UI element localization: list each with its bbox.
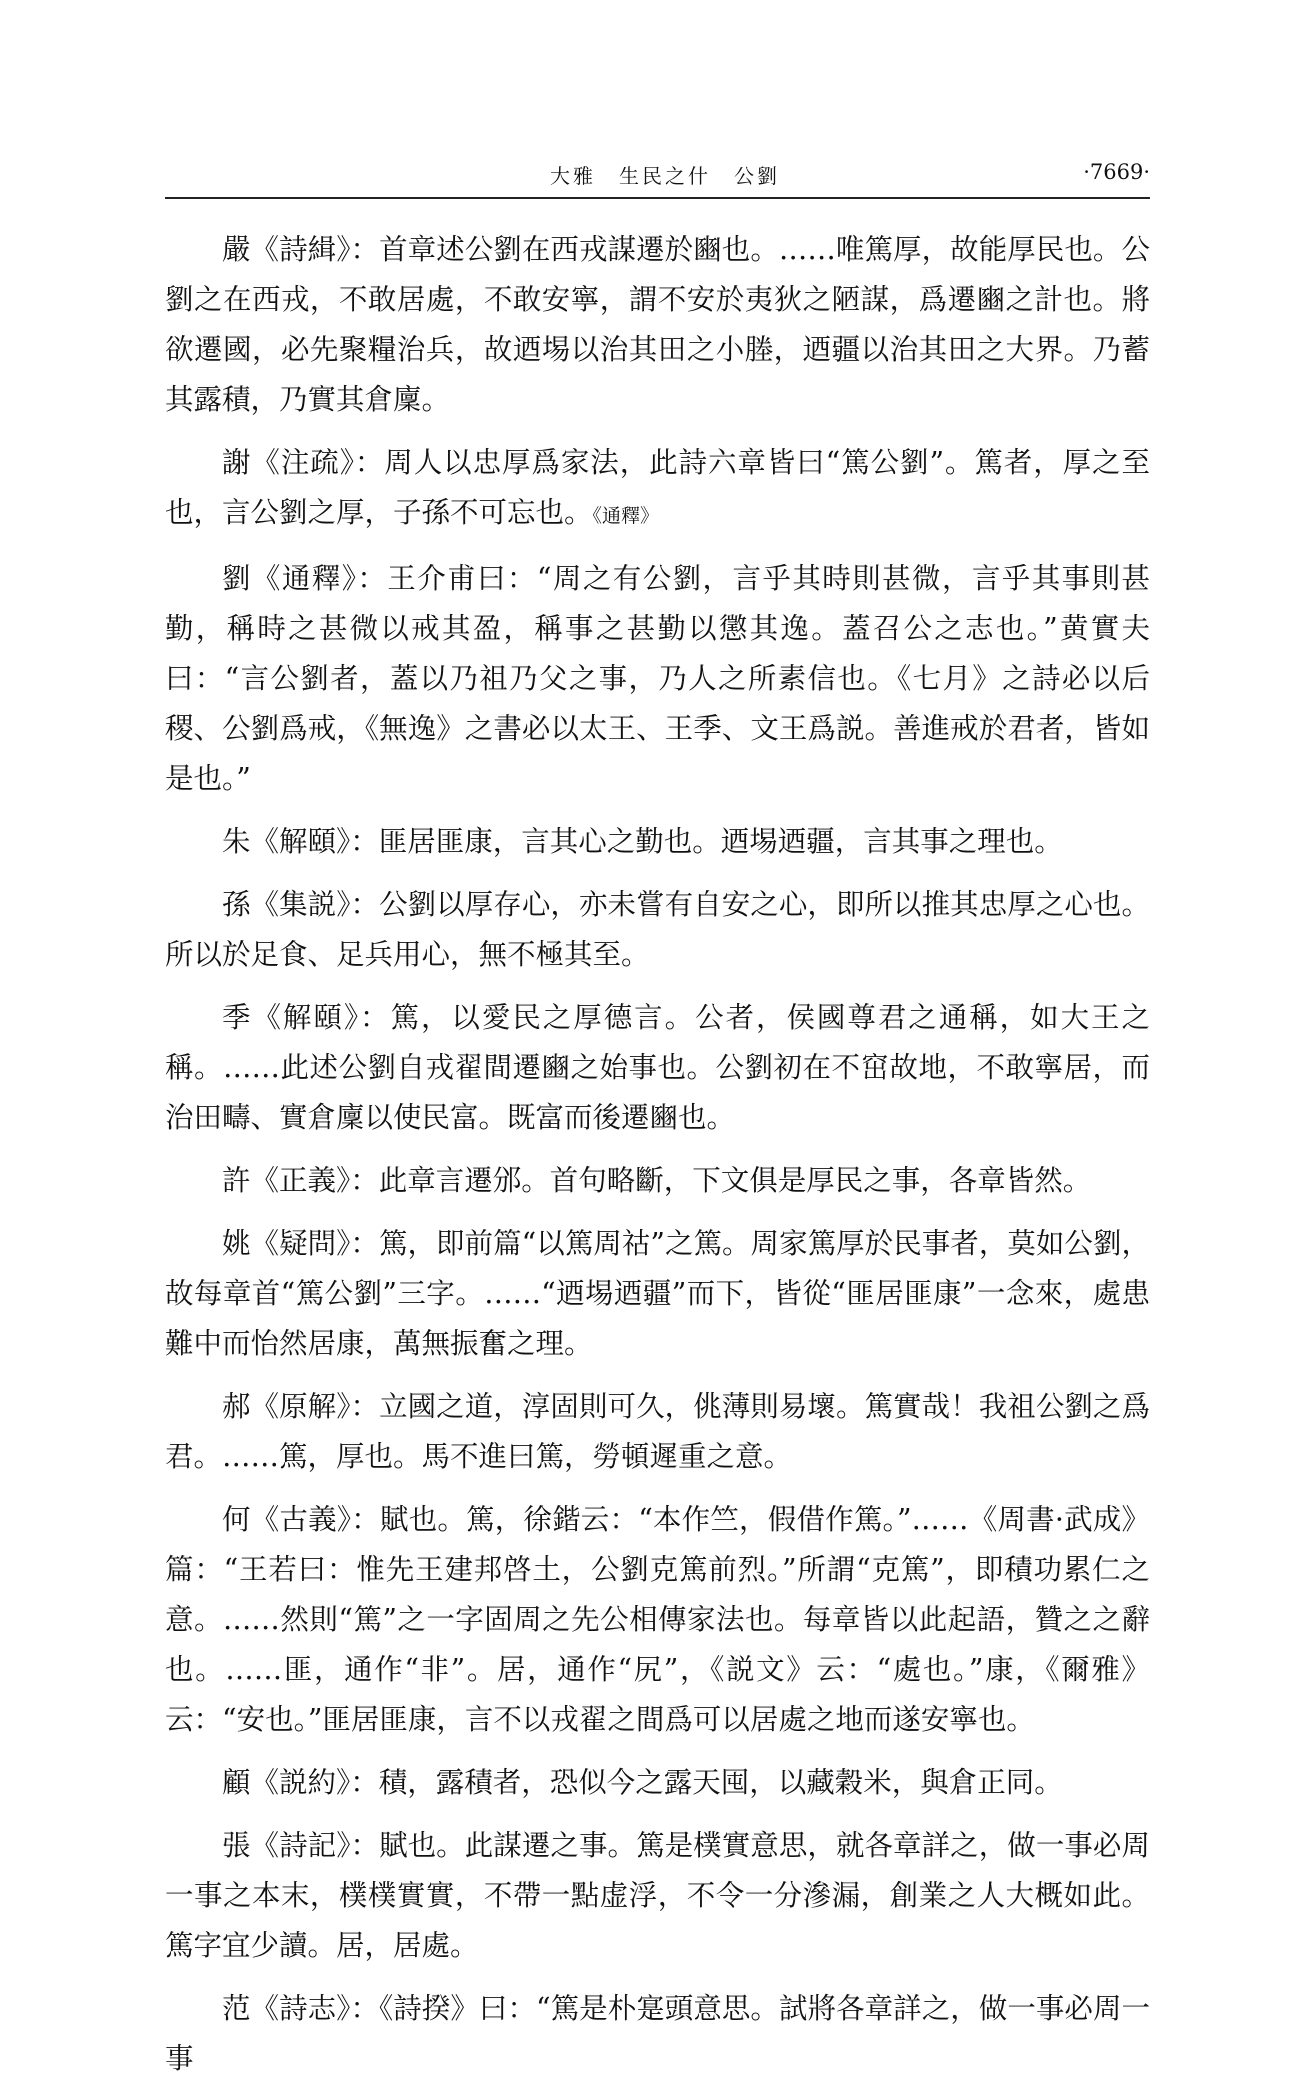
- paragraph-text: 嚴《詩緝》：首章述公劉在西戎謀遷於豳也。……唯篤厚，故能厚民也。公劉之在西戎，不敢居處，不敢安寧，謂不安於夷狄之陋謀，爲遷豳之計也。將欲遷國，必先聚糧治兵，故迺埸以治其田之小塍，迺疆以治其田之大界。乃蓄其露積，乃實其倉廩。: [165, 233, 1150, 416]
- commentary-paragraph: [165, 817, 1150, 867]
- commentary-paragraph: [165, 1219, 1150, 1369]
- paragraph-text: 季《解頤》：篤，以愛民之厚德言。公者，侯國尊君之通稱，如大王之稱。……此述公劉自戎翟間遷豳之始事也。公劉初在不窋故地，不敢寧居，而治田疇、實倉廩以使民富。既富而後遷豳也。: [165, 1001, 1150, 1134]
- header-rule: [165, 197, 1150, 199]
- page-number: ·7669·: [1083, 160, 1150, 184]
- paragraph-text: 顧《説約》：積，露積者，恐似今之露天囤，以藏穀米，與倉正同。: [222, 1766, 1063, 1799]
- paragraph-text: 許《正義》：此章言遷邠。首句略斷，下文俱是厚民之事，各章皆然。: [222, 1164, 1092, 1197]
- paragraph-text: 范《詩志》：《詩揆》曰：“篤是朴寔頭意思。試將各章詳之，做一事必周一事: [165, 1992, 1150, 2075]
- commentary-paragraph: [165, 1382, 1150, 1482]
- commentary-paragraph: [165, 993, 1150, 1143]
- paragraph-text: 郝《原解》：立國之道，淳固則可久，佻薄則易壞。篤實哉！我祖公劉之爲君。……篤，厚也。馬不進曰篤，勞頓遲重之意。: [165, 1390, 1150, 1473]
- commentary-paragraph: [165, 1821, 1150, 1971]
- paragraph-text: 何《古義》：賦也。篤，徐鍇云：“本作竺，假借作篤。”……《周書·武成》篇：“王若曰：惟先王建邦啓土，公劉克篤前烈。”所謂“克篤”，即積功累仁之意。……然則“篤”之一字固周之先公相傳家法也。每章皆以此起語，贊之之辭也。……匪，通作“非”。居，通作“尻”，《説文》云：“處也。”康，《爾雅》云：“安也。”匪居匪康，言不以戎翟之間爲可以居處之地而遂安寧也。: [165, 1503, 1150, 1736]
- paragraph-text: 張《詩記》：賦也。此謀遷之事。篤是樸實意思，就各章詳之，做一事必周一事之本末，樸樸實實，不帶一點虚浮，不令一分滲漏，創業之人大概如此。篤字宜少讀。居，居處。: [165, 1829, 1150, 1962]
- paragraph-text: 劉《通釋》：王介甫曰：“周之有公劉，言乎其時則甚微，言乎其事則甚勤，稱時之甚微以戒其盈，稱事之甚勤以懲其逸。蓋召公之志也。”黄實夫曰：“言公劉者，蓋以乃祖乃父之事，乃人之所素信也。《七月》之詩必以后稷、公劉爲戒，《無逸》之書必以太王、王季、文王爲説。善進戒於君者，皆如是也。”: [165, 562, 1150, 795]
- commentary-paragraph: [165, 438, 1150, 541]
- commentary-paragraph: [165, 1495, 1150, 1745]
- source-note: 《通釋》: [592, 505, 660, 527]
- commentary-paragraph: [165, 1156, 1150, 1206]
- commentary-paragraph: [165, 225, 1150, 425]
- commentary-paragraph: [165, 880, 1150, 980]
- commentary-paragraph: [165, 1984, 1150, 2084]
- body-text: [165, 225, 1150, 2097]
- paragraph-text: 謝《注疏》：周人以忠厚爲家法，此詩六章皆曰“篤公劉”。篤者，厚之至也，言公劉之厚，子孫不可忘也。: [165, 446, 1150, 529]
- running-title: 大雅 生民之什 公劉: [550, 164, 780, 188]
- paragraph-text: 姚《疑問》：篤，即前篇“以篤周祜”之篤。周家篤厚於民事者，莫如公劉，故每章首“篤公劉”三字。……“迺埸迺疆”而下，皆從“匪居匪康”一念來，處患難中而怡然居康，萬無振奮之理。: [165, 1227, 1150, 1360]
- commentary-paragraph: [165, 1758, 1150, 1808]
- paragraph-text: 孫《集説》：公劉以厚存心，亦未嘗有自安之心，即所以推其忠厚之心也。所以於足食、足兵用心，無不極其至。: [165, 888, 1150, 971]
- page-header: [165, 160, 1150, 190]
- commentary-paragraph: [165, 554, 1150, 804]
- paragraph-text: 朱《解頤》：匪居匪康，言其心之勤也。迺埸迺疆，言其事之理也。: [222, 825, 1063, 858]
